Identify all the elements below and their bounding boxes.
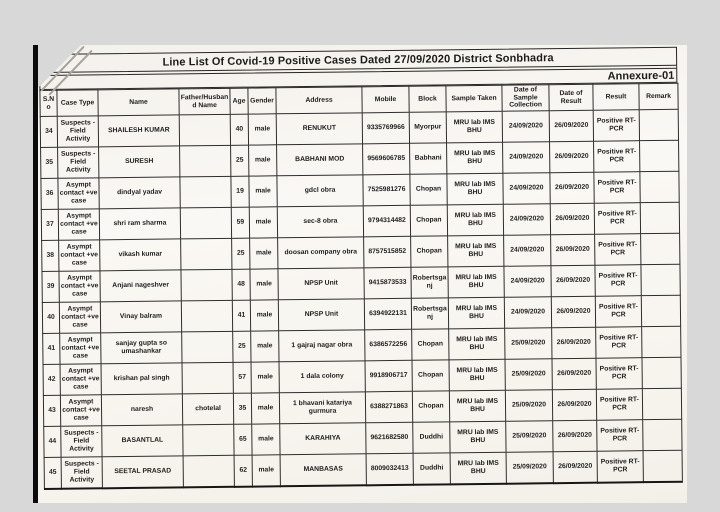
cell-age: 59: [231, 207, 249, 238]
cell-remark: [641, 295, 680, 326]
cell-sno: 34: [40, 116, 57, 147]
cell-mobile: 6386572256: [365, 329, 412, 361]
cell-sample-taken: MRU lab IMS BHU: [450, 452, 506, 484]
cell-mobile: 6388271863: [365, 391, 412, 423]
cell-block: Chopan: [410, 205, 447, 236]
cell-father: [180, 145, 231, 177]
cell-gender: male: [248, 114, 276, 145]
cell-name: Vinay balram: [100, 301, 181, 333]
cell-block: Robertsganj: [411, 267, 448, 298]
cell-result: Positive RT-PCR: [596, 358, 642, 390]
cell-father: [179, 114, 230, 146]
column-header-age: Age: [230, 88, 248, 114]
column-header-block: Block: [409, 86, 446, 112]
cell-father: [180, 176, 231, 208]
cell-gender: male: [252, 424, 280, 455]
cell-address: 1 bhavani katariya gurmura: [279, 392, 365, 424]
page-edge-strip: [33, 45, 38, 503]
document-title: Line List Of Covid-19 Positive Cases Dated 27/09/2020 District Sonbhadra: [39, 47, 677, 73]
cell-name: naresh: [101, 394, 182, 426]
cell-sample-taken: MRU lab IMS BHU: [449, 328, 505, 360]
cell-mobile: 8009032413: [366, 453, 413, 485]
cell-sno: 43: [43, 395, 60, 426]
cell-address: 1 dala colony: [279, 361, 365, 393]
cell-result: Positive RT-PCR: [594, 172, 640, 204]
cell-father: [182, 362, 233, 394]
column-header-mobile: Mobile: [362, 86, 409, 113]
column-header-remark: Remark: [639, 83, 678, 109]
cell-date-sample: 24/09/2020: [504, 266, 551, 298]
cell-remark: [642, 357, 681, 388]
cell-name: SEETAL PRASAD: [102, 456, 183, 488]
cell-gender: male: [251, 362, 279, 393]
cell-case-type: Asympt contact +ve case: [60, 333, 101, 364]
cell-name: dindyal yadav: [99, 177, 180, 209]
cell-block: Chopan: [411, 236, 448, 267]
cell-mobile: 9621682580: [366, 422, 413, 454]
cell-date-sample: 24/09/2020: [502, 111, 549, 143]
cell-result: Positive RT-PCR: [595, 265, 641, 297]
cell-name: BASANTLAL: [102, 425, 183, 457]
cell-date-result: 26/09/2020: [552, 327, 596, 358]
document-content: [39, 47, 682, 490]
cell-gender: male: [250, 300, 278, 331]
column-header-address: Address: [276, 87, 362, 114]
cell-sample-taken: MRU lab IMS BHU: [447, 142, 503, 174]
cell-sno: 39: [42, 271, 59, 302]
cell-date-result: 26/09/2020: [553, 420, 597, 451]
cell-date-result: 26/09/2020: [550, 203, 594, 234]
cell-remark: [641, 233, 680, 264]
covid-line-list-table: [39, 83, 682, 490]
cell-sample-taken: MRU lab IMS BHU: [448, 266, 504, 298]
column-header-name: Name: [98, 89, 179, 116]
cell-mobile: 9335769966: [362, 112, 409, 144]
column-header-date-result: Date of Result: [549, 84, 593, 110]
cell-date-result: 26/09/2020: [552, 389, 596, 420]
cell-father: [182, 331, 233, 363]
cell-result: Positive RT-PCR: [596, 327, 642, 359]
cell-gender: male: [250, 238, 278, 269]
cell-block: Chopan: [412, 360, 449, 391]
cell-date-result: 26/09/2020: [549, 110, 593, 141]
cell-sample-taken: MRU lab IMS BHU: [448, 235, 504, 267]
cell-result: Positive RT-PCR: [593, 110, 639, 142]
cell-age: 41: [232, 300, 250, 331]
cell-case-type: Asympt contact +ve case: [59, 240, 100, 271]
cell-mobile: 9794314482: [363, 205, 410, 237]
cell-father: [180, 207, 231, 239]
cell-age: 35: [233, 393, 251, 424]
cell-sno: 38: [42, 240, 59, 271]
cell-remark: [642, 326, 681, 357]
cell-mobile: 8757515852: [364, 236, 411, 268]
cell-date-sample: 24/09/2020: [503, 173, 550, 205]
cell-sample-taken: MRU lab IMS BHU: [449, 390, 505, 422]
column-header-father: Father/Husband Name: [179, 88, 230, 115]
cell-case-type: Asympt contact +ve case: [58, 209, 99, 240]
cell-sample-taken: MRU lab IMS BHU: [447, 204, 503, 236]
cell-name: SHAILESH KUMAR: [98, 115, 179, 147]
cell-result: Positive RT-PCR: [595, 234, 641, 266]
cell-date-result: 26/09/2020: [550, 141, 594, 172]
cell-mobile: 9415873533: [364, 267, 411, 299]
cell-date-sample: 25/09/2020: [505, 359, 552, 391]
cell-remark: [643, 419, 682, 450]
cell-date-sample: 25/09/2020: [505, 390, 552, 422]
cell-age: 62: [234, 455, 252, 487]
cell-name: SURESH: [99, 146, 180, 178]
cell-address: doosan company obra: [278, 237, 364, 269]
cell-gender: male: [249, 145, 277, 176]
cell-case-type: Asympt contact +ve case: [59, 302, 100, 333]
cell-block: Myorpur: [409, 112, 446, 143]
cell-case-type: Suspects - Field Activity: [61, 457, 102, 489]
cell-date-result: 26/09/2020: [551, 296, 595, 327]
cell-address: RENUKUT: [276, 113, 362, 145]
column-header-gender: Gender: [248, 88, 276, 114]
cell-gender: male: [252, 455, 280, 487]
cell-result: Positive RT-PCR: [595, 296, 641, 328]
column-header-date-sample: Date of Sample Collection: [502, 85, 549, 112]
cell-case-type: Suspects - Field Activity: [61, 426, 102, 457]
cell-name: shri ram sharma: [99, 208, 180, 240]
cell-result: Positive RT-PCR: [596, 389, 642, 421]
cell-case-type: Asympt contact +ve case: [59, 271, 100, 302]
cell-gender: male: [249, 176, 277, 207]
cell-address: MANBASAS: [280, 454, 366, 486]
cell-mobile: 9569606785: [363, 143, 410, 175]
cell-date-sample: 24/09/2020: [503, 142, 550, 174]
cell-address: KARAHIYA: [280, 423, 366, 455]
cell-sample-taken: MRU lab IMS BHU: [448, 297, 504, 329]
cell-date-sample: 24/09/2020: [503, 204, 550, 236]
table-row: [44, 450, 682, 489]
cell-address: BABHANI MOD: [277, 144, 363, 176]
cell-address: gdcl obra: [277, 175, 363, 207]
cell-age: 40: [230, 114, 248, 145]
cell-mobile: 9918906717: [365, 360, 412, 392]
cell-gender: male: [249, 207, 277, 238]
cell-date-result: 26/09/2020: [551, 265, 595, 296]
cell-father: [181, 238, 232, 270]
cell-block: Duddhi: [413, 453, 450, 485]
cell-block: Babhani: [410, 143, 447, 174]
cell-date-sample: 25/09/2020: [506, 452, 553, 484]
cell-age: 57: [233, 362, 251, 393]
cell-case-type: Suspects - Field Activity: [58, 147, 99, 178]
cell-date-result: 26/09/2020: [553, 451, 597, 483]
cell-case-type: Asympt contact +ve case: [60, 395, 101, 426]
cell-sno: 40: [42, 302, 59, 333]
cell-result: Positive RT-PCR: [594, 141, 640, 173]
cell-age: 65: [234, 424, 252, 455]
cell-date-sample: 25/09/2020: [506, 421, 553, 453]
cell-age: 25: [233, 331, 251, 362]
column-header-sno: S.No: [40, 90, 57, 116]
cell-address: NPSP Unit: [278, 299, 364, 331]
cell-sample-taken: MRU lab IMS BHU: [446, 111, 502, 143]
cell-mobile: 6394922131: [364, 298, 411, 330]
cell-remark: [640, 202, 679, 233]
annexure-label: Annexure-01: [39, 68, 677, 90]
cell-block: Robertsganj: [411, 298, 448, 329]
cell-sample-taken: MRU lab IMS BHU: [450, 421, 506, 453]
cell-remark: [641, 264, 680, 295]
cell-age: 25: [231, 145, 249, 176]
cell-date-result: 26/09/2020: [551, 234, 595, 265]
cell-gender: male: [251, 393, 279, 424]
cell-date-sample: 24/09/2020: [504, 297, 551, 329]
table-body: [40, 109, 682, 489]
cell-sno: 37: [41, 209, 58, 240]
cell-name: sanjay gupta so umashankar: [101, 332, 182, 364]
cell-block: Chopan: [412, 391, 449, 422]
cell-name: Anjani nageshver: [100, 270, 181, 302]
cell-address: sec-8 obra: [277, 206, 363, 238]
cell-case-type: Asympt contact +ve case: [58, 178, 99, 209]
cell-remark: [643, 450, 682, 482]
cell-sample-taken: MRU lab IMS BHU: [447, 173, 503, 205]
cell-name: vikash kumar: [100, 239, 181, 271]
column-header-sample-taken: Sample Taken: [446, 85, 502, 112]
cell-father: [181, 300, 232, 332]
column-header-result: Result: [593, 84, 639, 111]
column-header-case-type: Case Type: [57, 90, 98, 116]
cell-date-result: 26/09/2020: [552, 358, 596, 389]
cell-father: [181, 269, 232, 301]
cell-result: Positive RT-PCR: [594, 203, 640, 235]
cell-result: Positive RT-PCR: [597, 420, 643, 452]
cell-result: Positive RT-PCR: [597, 451, 643, 483]
cell-case-type: Suspects - Field Activity: [57, 116, 98, 147]
cell-date-sample: 25/09/2020: [505, 328, 552, 360]
cell-sno: 41: [43, 333, 60, 364]
cell-address: 1 gajraj nagar obra: [279, 330, 365, 362]
cell-father: [183, 455, 234, 487]
cell-remark: [640, 171, 679, 202]
cell-gender: male: [251, 331, 279, 362]
cell-age: 25: [232, 238, 250, 269]
cell-sno: 35: [41, 147, 58, 178]
cell-case-type: Asympt contact +ve case: [60, 364, 101, 395]
cell-date-sample: 24/09/2020: [504, 235, 551, 267]
cell-remark: [639, 109, 678, 140]
cell-sno: 45: [44, 457, 61, 489]
cell-age: 19: [231, 176, 249, 207]
cell-remark: [642, 388, 681, 419]
cell-block: Duddhi: [413, 422, 450, 453]
cell-date-result: 26/09/2020: [550, 172, 594, 203]
cell-sno: 36: [41, 178, 58, 209]
cell-block: Chopan: [412, 329, 449, 360]
cell-name: krishan pal singh: [101, 363, 182, 395]
cell-remark: [640, 140, 679, 171]
cell-block: Chopan: [410, 174, 447, 205]
cell-sample-taken: MRU lab IMS BHU: [449, 359, 505, 391]
cell-sno: 44: [44, 426, 61, 457]
cell-father: chotelal: [182, 393, 233, 425]
cell-age: 48: [232, 269, 250, 300]
cell-mobile: 7525981276: [363, 174, 410, 206]
cell-address: NPSP Unit: [278, 268, 364, 300]
cell-gender: male: [250, 269, 278, 300]
cell-father: [183, 424, 234, 456]
cell-sno: 42: [43, 364, 60, 395]
